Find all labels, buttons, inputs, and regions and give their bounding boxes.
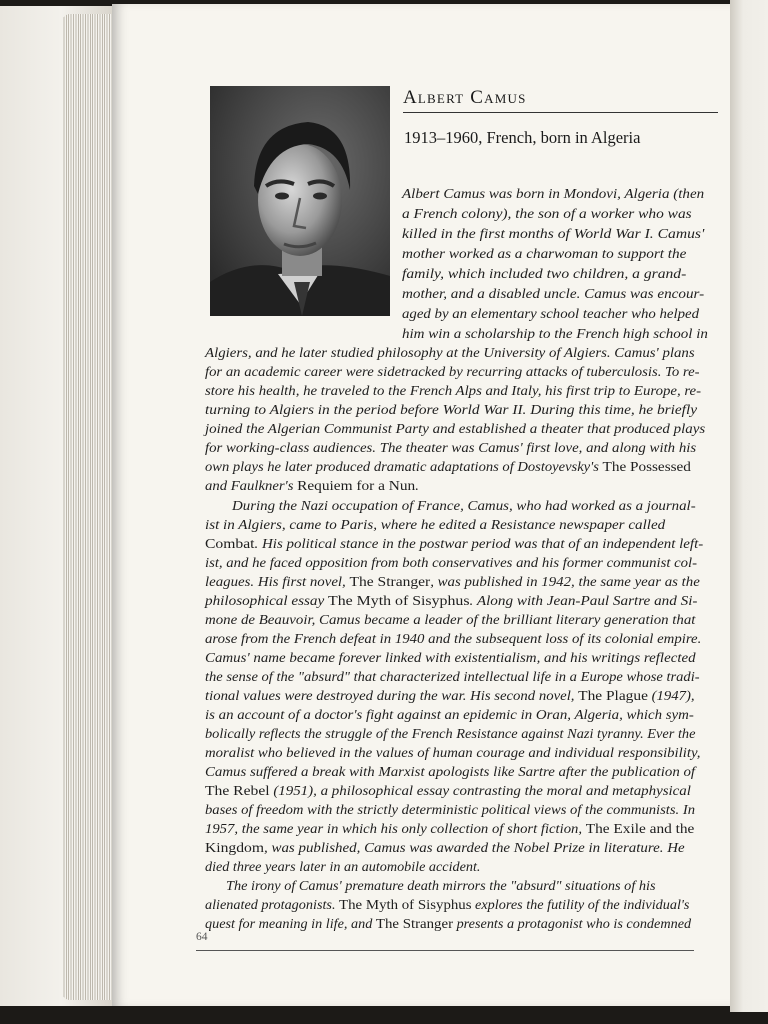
text-run: The irony of Camus' premature death mirrors the "absurd" situations of his xyxy=(226,878,656,893)
footer-rule xyxy=(196,950,694,951)
text-line xyxy=(205,381,701,401)
text-run: Algiers, and he later studied philosophy at the University of Algiers. Camus' plans xyxy=(205,345,695,360)
text-run: moralist who believed in the values of human courage and individual responsibility, xyxy=(205,745,701,760)
text-run: killed in the first months of World War I. Camus' xyxy=(402,226,705,241)
text-run: leagues. His first novel, xyxy=(205,574,350,589)
text-run: own plays he later produced dramatic adaptations of Dostoyevsky's xyxy=(205,459,603,474)
work-title: The Stranger xyxy=(375,917,454,932)
work-title: The Plague xyxy=(578,689,648,704)
work-title: The Myth of Sisyphus xyxy=(328,594,470,609)
text-line xyxy=(205,534,703,555)
text-run: the sense of the "absurd" that characterized intellectual life in a Europe whose tradi- xyxy=(205,669,700,684)
text-run: alienated protagonists. xyxy=(205,897,340,912)
text-run: Camus' name became forever linked with existentialism, and his writings reflected xyxy=(205,650,696,665)
text-run: bolically reflects the struggle of the French Resistance against Nazi tyranny. Ever the xyxy=(205,726,696,741)
text-line xyxy=(402,184,704,204)
text-line xyxy=(205,610,695,630)
text-run: bases of freedom with the strictly deterministic political views of the communists. In xyxy=(205,802,696,817)
text-line xyxy=(205,819,694,840)
entry-subtitle: 1913–1960, French, born in Algeria xyxy=(404,128,641,147)
text-line xyxy=(205,762,695,782)
text-line xyxy=(205,476,419,497)
text-run: . Along with Jean-Paul Sartre and Si- xyxy=(469,593,698,608)
work-title: The Stranger xyxy=(349,575,431,590)
text-line xyxy=(402,264,686,284)
text-run: for working-class audiences. The theater was Camus' first love, and along with his xyxy=(205,440,697,455)
text-line xyxy=(205,362,699,382)
text-line xyxy=(205,572,700,593)
text-line xyxy=(205,648,696,668)
text-line xyxy=(205,515,665,535)
text-line xyxy=(205,724,695,744)
text-run: (1947), xyxy=(647,688,695,703)
text-line xyxy=(205,743,700,763)
text-run: turning to Algiers in the period before World War II. During this time, he briefly xyxy=(205,402,698,417)
work-title: The Myth of Sisyphus xyxy=(339,898,472,913)
text-run: mother worked as a charwoman to support the xyxy=(402,246,687,261)
text-run: ist, and he faced opposition from both conservatives and his former communist col- xyxy=(205,555,698,570)
entry-title: Albert Camus xyxy=(403,87,718,113)
page-number: 64 xyxy=(196,931,208,943)
text-run: died three years later in an automobile accident. xyxy=(205,859,481,874)
text-line xyxy=(402,304,699,324)
text-line xyxy=(226,876,656,896)
text-run: mother, and a disabled uncle. Camus was encour- xyxy=(402,286,705,301)
text-run: explores the futility of the individual's xyxy=(471,897,690,912)
work-title: The Exile and the xyxy=(585,822,695,837)
text-run: 1957, the same year in which his only collection of short fiction, xyxy=(205,821,586,836)
text-line xyxy=(205,457,691,478)
text-line xyxy=(402,224,704,244)
text-run: him win a scholarship to the French high school in xyxy=(402,326,708,341)
text-run: . xyxy=(415,478,419,493)
text-line xyxy=(205,629,701,649)
text-line xyxy=(205,914,691,935)
text-run: and Faulkner's xyxy=(205,478,298,493)
text-run: aged by an elementary school teacher who helped xyxy=(402,306,700,321)
text-line xyxy=(205,781,691,802)
text-line xyxy=(205,591,697,612)
text-line xyxy=(402,284,704,304)
text-run: , was published, Camus was awarded the Nobel Prize in literature. He xyxy=(264,840,685,855)
text-run: tional values were destroyed during the war. His second novel, xyxy=(205,688,579,703)
text-run: Camus suffered a break with Marxist apologists like Sartre after the publication of xyxy=(205,764,696,779)
text-line xyxy=(402,204,692,224)
text-line xyxy=(205,419,705,439)
text-line xyxy=(402,324,708,344)
text-line xyxy=(205,343,695,363)
text-run: quest for meaning in life, and xyxy=(205,916,376,931)
text-run: is an account of a doctor's fight against an epidemic in Oran, Algeria, which sym- xyxy=(205,707,694,722)
text-run: (1951), a philosophical essay contrasting the moral and metaphysical xyxy=(269,783,691,798)
text-line xyxy=(205,857,480,877)
work-title: Requiem for a Nun xyxy=(297,479,416,494)
text-run: for an academic career were sidetracked by recurring attacks of tuberculosis. To re- xyxy=(205,364,700,379)
text-run: mone de Beauvoir, Camus became a leader of the brilliant literary generation that xyxy=(205,612,696,627)
text-line xyxy=(205,800,695,820)
text-line xyxy=(232,496,696,516)
text-run: store his health, he traveled to the French Alps and Italy, his first trip to Europe, re- xyxy=(205,383,702,398)
work-title: Kingdom xyxy=(205,841,265,856)
text-line xyxy=(205,553,697,573)
text-run: . His political stance in the postwar period was that of an independent left- xyxy=(254,536,704,551)
text-line xyxy=(205,667,700,687)
text-line xyxy=(205,895,689,916)
text-run: presents a protagonist who is condemned xyxy=(453,916,692,931)
text-run: Albert Camus was born in Mondovi, Algeria (then xyxy=(402,186,705,201)
text-line xyxy=(205,838,685,859)
text-run: family, which included two children, a grand- xyxy=(402,266,687,281)
text-line xyxy=(205,438,696,458)
text-run: arose from the French defeat in 1940 and the subsequent loss of its colonial empire. xyxy=(205,631,702,646)
text-run: During the Nazi occupation of France, Camus, who had worked as a journal- xyxy=(232,498,696,513)
text-run: joined the Algerian Communist Party and established a theater that produced plays xyxy=(205,421,706,436)
text-run: ist in Algiers, came to Paris, where he edited a Resistance newspaper called xyxy=(205,517,666,532)
text-line xyxy=(402,244,686,264)
text-run: a French colony), the son of a worker who was xyxy=(402,206,692,221)
text-line xyxy=(205,705,694,725)
text-run: philosophical essay xyxy=(205,593,329,608)
text-run: , was published in 1942, the same year as the xyxy=(430,574,700,589)
text-line xyxy=(205,400,697,420)
text-line xyxy=(205,686,695,707)
work-title: The Rebel xyxy=(205,784,270,799)
work-title: The Possessed xyxy=(602,460,691,475)
work-title: Combat xyxy=(205,537,255,552)
